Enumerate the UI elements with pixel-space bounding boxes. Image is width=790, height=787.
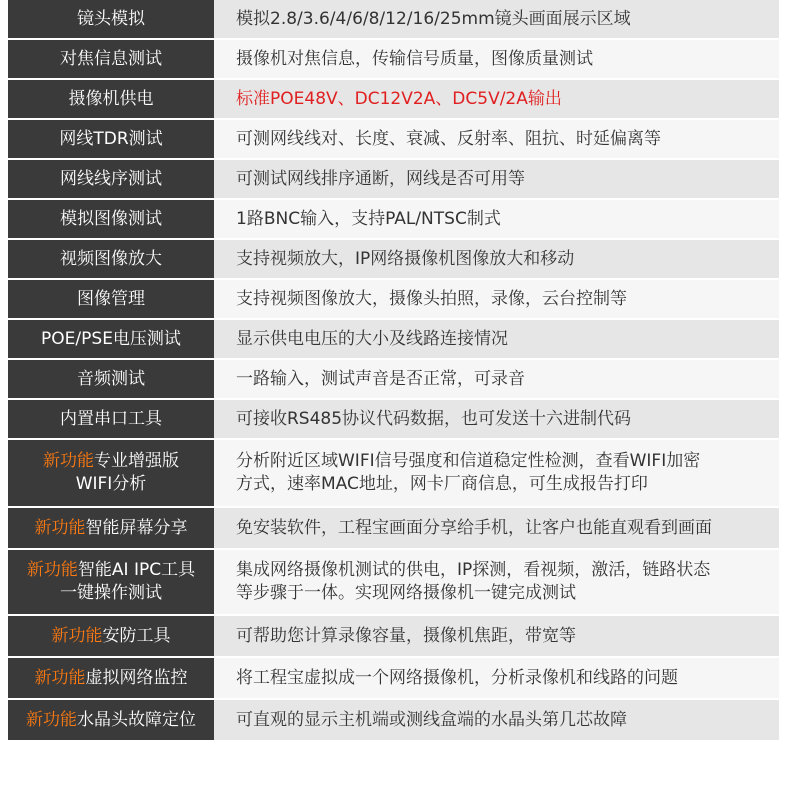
feature-description: 显示供电电压的大小及线路连接情况	[214, 320, 779, 358]
feature-label	[8, 550, 214, 614]
new-feature-tag: 新功能	[34, 667, 86, 688]
table-row	[8, 40, 779, 80]
table-row	[8, 360, 779, 400]
feature-description	[214, 440, 779, 506]
feature-label	[8, 616, 214, 656]
table-row	[8, 280, 779, 320]
feature-label: 音频测试	[8, 360, 214, 398]
spec-table	[8, 0, 779, 742]
feature-label: 视频图像放大	[8, 240, 214, 278]
feature-label: 网线线序测试	[8, 160, 214, 198]
feature-description: 1路BNC输入，支持PAL/NTSC制式	[214, 200, 779, 238]
table-row	[8, 120, 779, 160]
feature-label-text: 新功能安防工具	[51, 625, 171, 646]
feature-label-text: 新功能智能AI IPC工具 一键操作测试	[26, 560, 196, 603]
feature-label	[8, 440, 214, 506]
feature-label: 对焦信息测试	[8, 40, 214, 78]
feature-label	[8, 700, 214, 740]
feature-label-text: 新功能虚拟网络监控	[34, 667, 188, 688]
feature-description: 可帮助您计算录像容量，摄像机焦距，带宽等	[214, 616, 779, 656]
new-feature-tag: 新功能	[26, 709, 77, 730]
feature-description: 支持视频图像放大，摄像头拍照，录像，云台控制等	[214, 280, 779, 318]
feature-description: 模拟2.8/3.6/4/6/8/12/16/25mm镜头画面展示区域	[214, 0, 779, 38]
table-row	[8, 616, 779, 658]
table-row	[8, 0, 779, 40]
table-row	[8, 200, 779, 240]
feature-description: 支持视频放大，IP网络摄像机图像放大和移动	[214, 240, 779, 278]
feature-label	[8, 508, 214, 548]
table-row	[8, 80, 779, 120]
feature-label: POE/PSE电压测试	[8, 320, 214, 358]
feature-label-text: 新功能专业增强版 WIFI分析	[43, 451, 179, 494]
new-feature-tag: 新功能	[26, 560, 78, 580]
feature-description: 标准POE48V、DC12V2A、DC5V/2A输出	[214, 80, 779, 118]
table-row	[8, 700, 779, 742]
table-row	[8, 550, 779, 616]
feature-label-text: 新功能水晶头故障定位	[26, 709, 196, 730]
table-row	[8, 400, 779, 440]
feature-label: 镜头模拟	[8, 0, 214, 38]
feature-description: 可直观的显示主机端或测线盒端的水晶头第几芯故障	[214, 700, 779, 740]
table-row	[8, 440, 779, 508]
new-feature-tag: 新功能	[34, 517, 86, 538]
feature-description-text: 分析附近区域WIFI信号强度和信道稳定性检测，查看WIFI加密 方式，速率MAC地址，网卡厂商信息，可生成报告打印	[236, 451, 701, 494]
feature-description: 可测试网线排序通断，网线是否可用等	[214, 160, 779, 198]
feature-description: 可接收RS485协议代码数据，也可发送十六进制代码	[214, 400, 779, 438]
feature-description	[214, 550, 779, 614]
new-feature-tag: 新功能	[51, 625, 103, 646]
feature-description: 摄像机对焦信息，传输信号质量，图像质量测试	[214, 40, 779, 78]
feature-description: 免安装软件，工程宝画面分享给手机，让客户也能直观看到画面	[214, 508, 779, 548]
feature-label	[8, 658, 214, 698]
table-row	[8, 320, 779, 360]
feature-description: 将工程宝虚拟成一个网络摄像机，分析录像机和线路的问题	[214, 658, 779, 698]
feature-label: 模拟图像测试	[8, 200, 214, 238]
feature-description: 一路输入，测试声音是否正常，可录音	[214, 360, 779, 398]
table-row	[8, 508, 779, 550]
feature-label: 内置串口工具	[8, 400, 214, 438]
feature-description: 可测网线线对、长度、衰减、反射率、阻抗、时延偏离等	[214, 120, 779, 158]
table-row	[8, 658, 779, 700]
new-feature-tag: 新功能	[43, 451, 94, 471]
feature-label: 网线TDR测试	[8, 120, 214, 158]
table-row	[8, 160, 779, 200]
feature-description-text: 集成网络摄像机测试的供电，IP探测，看视频，激活，链路状态 等步骤于一体。实现网络摄像机一键完成测试	[236, 560, 711, 603]
table-row	[8, 240, 779, 280]
feature-label: 图像管理	[8, 280, 214, 318]
feature-label-text: 新功能智能屏幕分享	[34, 517, 188, 538]
feature-label: 摄像机供电	[8, 80, 214, 118]
